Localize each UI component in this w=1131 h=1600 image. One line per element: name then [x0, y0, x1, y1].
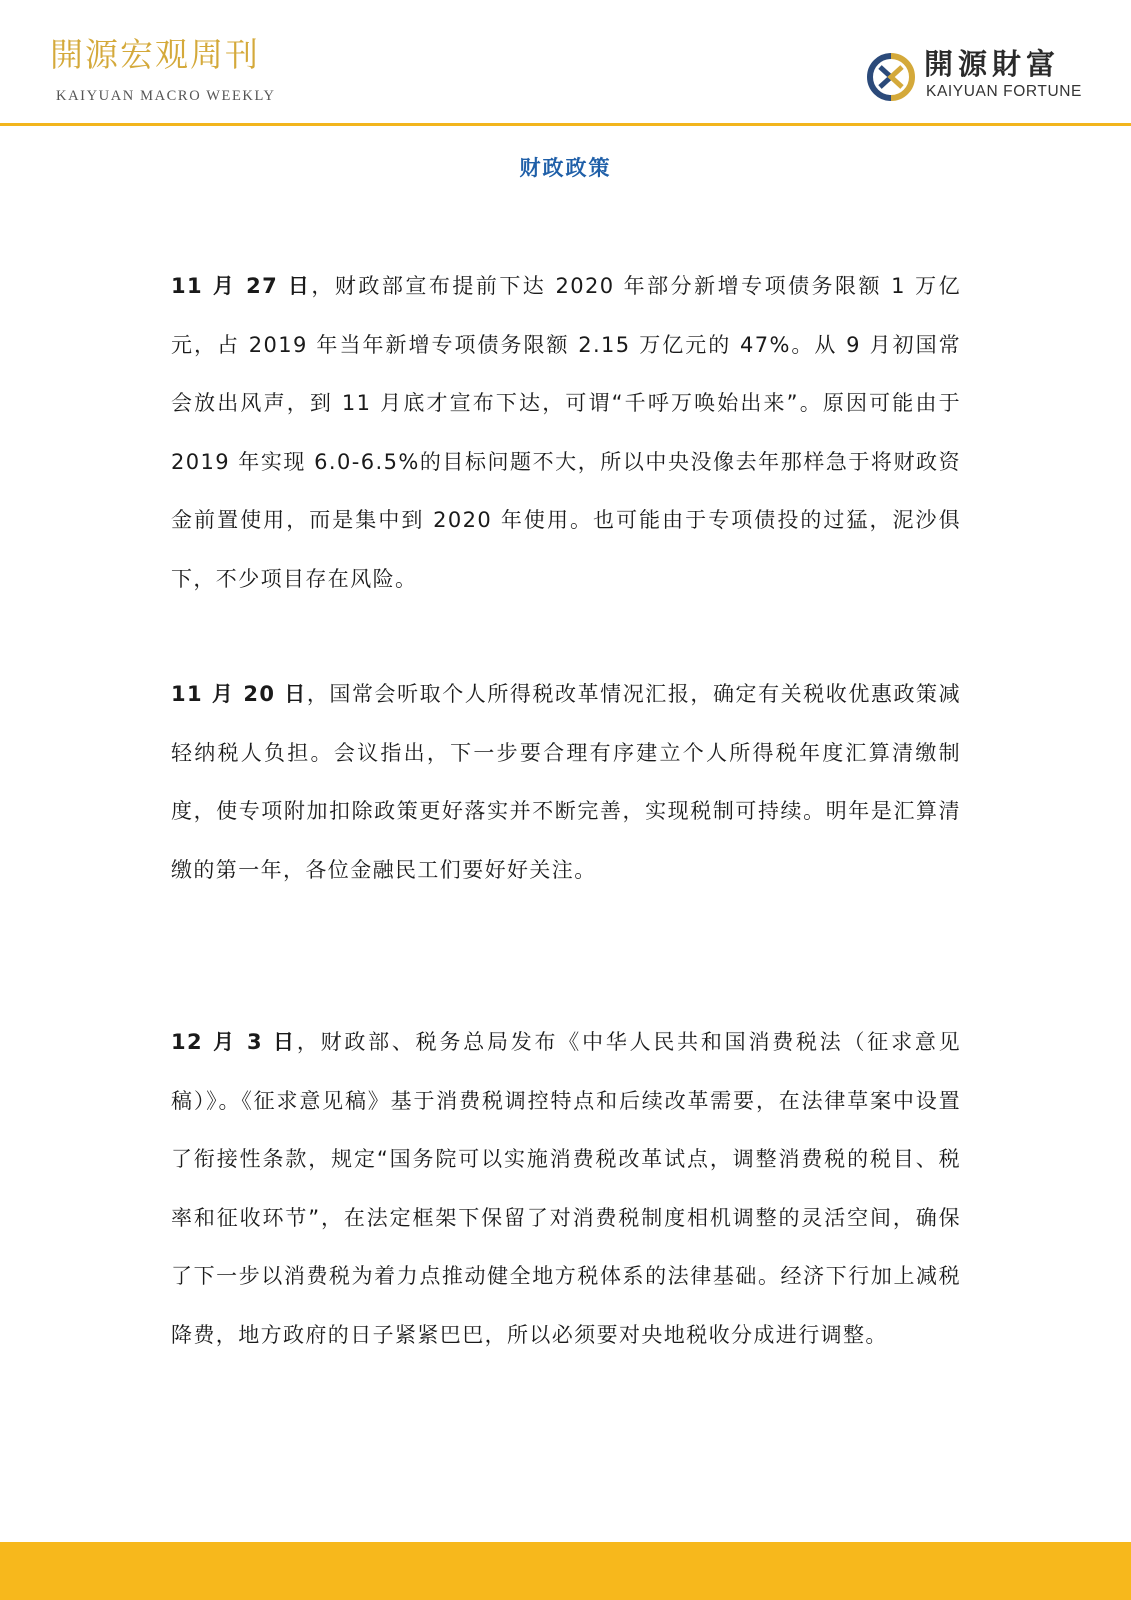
kaiyuan-logo-mark-icon: [866, 52, 916, 102]
paragraph-text: ，财政部、税务总局发布《中华人民共和国消费税法（征求意见稿）》。《征求意见稿》基于消费税调控特点和后续改革需要，在法律草案中设置了衔接性条款，规定“国务院可以实施消费税改革试点，调整消费税的税目、税率和征收环节”，在法定框架下保留了对消费税制度相机调整的灵活空间，确保了下一步以消费税为着力点推动健全地方税体系的法律基础。经济下行加上减税降费，地方政府的日子紧紧巴巴，所以必须要对央地税收分成进行调整。: [171, 1030, 962, 1347]
paragraph-date: 11 月 20 日: [171, 682, 307, 706]
logo-text-cn: 開源財富: [924, 47, 1061, 81]
paragraph-2: [171, 665, 961, 899]
paragraph-text: ，国常会听取个人所得税改革情况汇报，确定有关税收优惠政策减轻纳税人负担。会议指出，下一步要合理有序建立个人所得税年度汇算清缴制度，使专项附加扣除政策更好落实并不断完善，实现税制可持续。明年是汇算清缴的第一年，各位金融民工们要好好关注。: [171, 682, 961, 882]
header-divider: [0, 123, 1131, 126]
paragraph-1: [171, 257, 961, 608]
paragraph-date: 12 月 3 日: [171, 1030, 297, 1054]
paragraph-date: 11 月 27 日: [171, 274, 312, 298]
brand-title-en: KAIYUAN MACRO WEEKLY: [56, 88, 276, 104]
logo-text-en: KAIYUAN FORTUNE: [926, 83, 1082, 100]
paragraph-text: ，财政部宣布提前下达 2020 年部分新增专项债务限额 1 万亿元，占 2019 年当年新增专项债务限额 2.15 万亿元的 47%。从 9 月初国常会放出风声，到 11 月底才宣布下达，可谓“千呼万唤始出来”。原因可能由于 2019 年实现 6.0-6.5%的目标问题不大，所以中央没像去年那样急于将财政资金前置使用，而是集中到 2020 年使用。也可能由于专项债投的过猛，泥沙俱下，不少项目存在风险。: [171, 274, 961, 591]
company-logo: [866, 46, 1096, 108]
page-header: [0, 0, 1131, 126]
paragraph-3: [171, 1013, 961, 1364]
section-title: 财政政策: [519, 156, 612, 180]
brand-title-cn: 開源宏观周刊: [50, 35, 260, 74]
footer-bar: [0, 1542, 1131, 1600]
